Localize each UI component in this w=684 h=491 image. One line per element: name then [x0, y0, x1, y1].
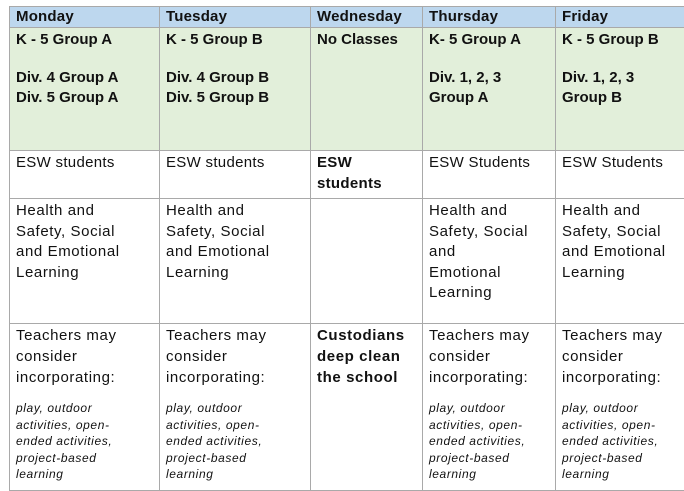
health-line: and Emotional — [562, 242, 679, 263]
teachers-line: Teachers may — [429, 325, 549, 346]
custodians-line: the school — [317, 367, 416, 388]
health-thursday — [423, 199, 556, 324]
group-line: K - 5 Group A — [16, 30, 153, 50]
note-line: learning — [166, 466, 304, 483]
custodians-line: Custodians — [317, 325, 416, 346]
esw-line: ESW — [317, 152, 416, 173]
teachers-line: consider — [166, 346, 304, 367]
teachers-wednesday — [311, 324, 423, 491]
health-monday — [10, 199, 160, 324]
group-line: Div. 4 Group B — [166, 68, 304, 88]
health-line: Learning — [429, 283, 549, 304]
note-line: activities, open- — [166, 417, 304, 434]
teachers-line: Teachers may — [166, 325, 304, 346]
teachers-line: consider — [562, 346, 679, 367]
health-line: Health and — [429, 201, 549, 222]
esw-line: students — [317, 173, 416, 194]
teachers-line: consider — [16, 346, 153, 367]
group-line: Div. 5 Group A — [16, 88, 153, 108]
note-line: activities, open- — [429, 417, 549, 434]
teachers-line: Teachers may — [16, 325, 153, 346]
note-line: ended activities, — [166, 433, 304, 450]
health-line: Safety, Social — [429, 222, 549, 243]
health-wednesday — [311, 199, 423, 324]
health-line: Health and — [16, 201, 153, 222]
note-line: ended activities, — [562, 433, 679, 450]
teachers-line: incorporating: — [166, 367, 304, 388]
activities-note — [16, 400, 153, 483]
groups-row — [10, 28, 684, 151]
health-line: Learning — [16, 263, 153, 284]
groups-thursday — [423, 28, 556, 151]
note-line: learning — [562, 466, 679, 483]
esw-monday: ESW students — [10, 151, 160, 199]
groups-friday — [556, 28, 684, 151]
group-line: Div. 4 Group A — [16, 68, 153, 88]
header-thursday: Thursday — [423, 7, 556, 28]
note-line: play, outdoor — [16, 400, 153, 417]
teachers-row — [10, 324, 684, 491]
group-line: K - 5 Group B — [562, 30, 679, 50]
health-line: and Emotional — [166, 242, 304, 263]
note-line: learning — [429, 466, 549, 483]
note-line: project-based — [562, 450, 679, 467]
note-line: project-based — [429, 450, 549, 467]
group-line: Group A — [429, 88, 549, 108]
teachers-friday — [556, 324, 684, 491]
group-line: No Classes — [317, 30, 416, 50]
health-row — [10, 199, 684, 324]
activities-note — [429, 400, 549, 483]
health-line: Safety, Social — [166, 222, 304, 243]
teachers-line: consider — [429, 346, 549, 367]
note-line: learning — [16, 466, 153, 483]
group-line: Group B — [562, 88, 679, 108]
teachers-tuesday — [160, 324, 311, 491]
groups-monday — [10, 28, 160, 151]
teachers-line: incorporating: — [562, 367, 679, 388]
note-line: project-based — [166, 450, 304, 467]
esw-thursday: ESW Students — [423, 151, 556, 199]
health-line: and — [429, 242, 549, 263]
health-line: Health and — [166, 201, 304, 222]
header-monday: Monday — [10, 7, 160, 28]
health-tuesday — [160, 199, 311, 324]
header-tuesday: Tuesday — [160, 7, 311, 28]
note-line: ended activities, — [429, 433, 549, 450]
health-line: and Emotional — [16, 242, 153, 263]
group-line: Div. 5 Group B — [166, 88, 304, 108]
header-wednesday: Wednesday — [311, 7, 423, 28]
note-line: play, outdoor — [429, 400, 549, 417]
header-friday: Friday — [556, 7, 684, 28]
group-line: Div. 1, 2, 3 — [562, 68, 679, 88]
note-line: activities, open- — [562, 417, 679, 434]
group-line: K- 5 Group A — [429, 30, 549, 50]
activities-note — [562, 400, 679, 483]
health-line: Emotional — [429, 263, 549, 284]
custodians-line: deep clean — [317, 346, 416, 367]
group-line: Div. 1, 2, 3 — [429, 68, 549, 88]
teachers-line: incorporating: — [16, 367, 153, 388]
esw-wednesday — [311, 151, 423, 199]
header-row — [10, 7, 684, 28]
activities-note — [166, 400, 304, 483]
note-line: project-based — [16, 450, 153, 467]
esw-tuesday: ESW students — [160, 151, 311, 199]
note-line: activities, open- — [16, 417, 153, 434]
group-line: K - 5 Group B — [166, 30, 304, 50]
health-line: Safety, Social — [562, 222, 679, 243]
health-line: Health and — [562, 201, 679, 222]
note-line: ended activities, — [16, 433, 153, 450]
teachers-monday — [10, 324, 160, 491]
note-line: play, outdoor — [562, 400, 679, 417]
esw-row — [10, 151, 684, 199]
note-line: play, outdoor — [166, 400, 304, 417]
health-friday — [556, 199, 684, 324]
teachers-line: Teachers may — [562, 325, 679, 346]
weekly-schedule-table — [9, 6, 684, 491]
teachers-thursday — [423, 324, 556, 491]
health-line: Learning — [562, 263, 679, 284]
groups-tuesday — [160, 28, 311, 151]
health-line: Learning — [166, 263, 304, 284]
teachers-line: incorporating: — [429, 367, 549, 388]
health-line: Safety, Social — [16, 222, 153, 243]
groups-wednesday — [311, 28, 423, 151]
esw-friday: ESW Students — [556, 151, 684, 199]
